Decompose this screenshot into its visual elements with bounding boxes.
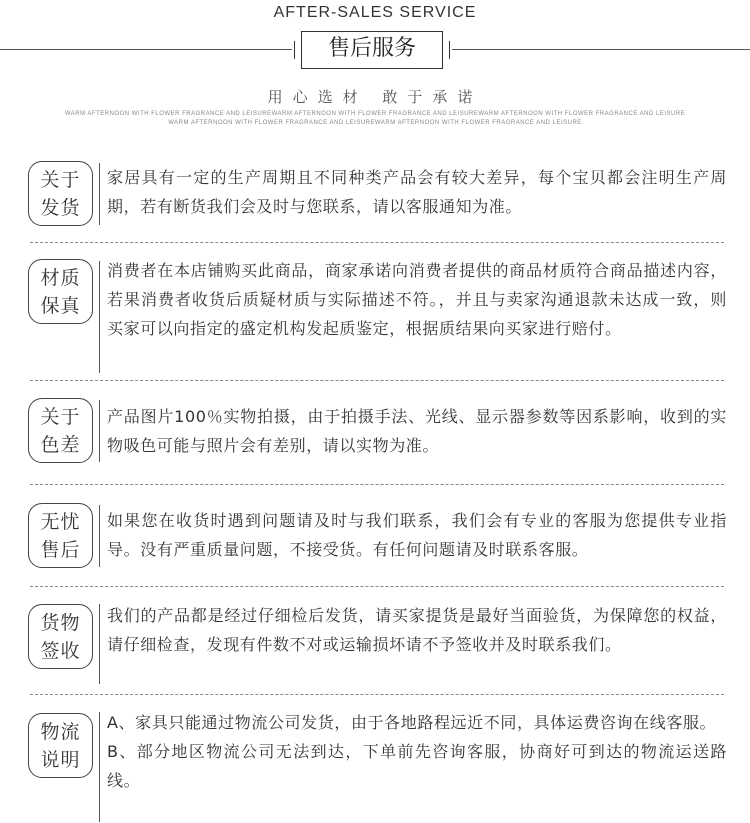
section-separator — [99, 712, 100, 822]
logistics-item-b: B、部分地区物流公司无法到达，下单前先咨询客服，协商好可到达的物流运送路线。 — [107, 742, 727, 790]
slogan: 用心选材 敢于承诺 — [267, 88, 483, 106]
section-text-color-difference: 产品图片100％实物拍摄，由于拍摄手法、光线、显示器参数等因系影响，收到的实物吸色可能与照片会有差别，请以实物为准。 — [107, 407, 727, 455]
header-title-en: AFTER-SALES SERVICE — [273, 4, 477, 21]
divider — [30, 380, 724, 381]
section-separator — [99, 400, 100, 462]
section-separator — [99, 604, 100, 684]
page-title: 售后服务 — [301, 31, 443, 69]
badge-signing — [28, 604, 93, 669]
section-text-logistics — [107, 708, 727, 795]
section-separator — [99, 505, 100, 567]
divider — [30, 242, 724, 243]
title-right-line — [452, 49, 750, 50]
badge-material — [28, 259, 93, 324]
section-text-after-sales: 如果您在收货时遇到问题请及时与我们联系，我们会有专业的客服为您提供专业指导。没有严重质量问题，不接受货。有任何问题请及时联系客服。 — [107, 511, 727, 559]
divider — [30, 586, 724, 587]
badge-shipping — [28, 161, 93, 226]
divider — [30, 694, 724, 695]
badge-label: 关于发货 — [40, 168, 81, 219]
slogan-en-line1: WARM AFTERNOON WITH FLOWER FRAGRANCE AND LEISUREWARM AFTERNOON WITH FLOWER FRAGRANCE AND LEISUREWARM AFTERNOON WITH FLOWER FRAGRANCE AND LEISURE — [64, 111, 686, 117]
badge-label: 货物签收 — [40, 611, 81, 662]
badge-label: 材质保真 — [40, 266, 81, 317]
slogan-en-line2: WARM AFTERNOON WITH FLOWER FRAGRANCE AND LEISUREWARM AFTERNOON WITH FLOWER FRAGRANCE AND LEISURE — [168, 120, 582, 126]
badge-label: 无忧售后 — [40, 510, 81, 561]
section-text-shipping: 家居具有一定的生产周期且不同种类产品会有较大差异，每个宝贝都会注明生产周期，若有断货我们会及时与您联系，请以客服通知为准。 — [107, 168, 727, 216]
logistics-item-a: A、家具只能通过物流公司发货，由于各地路程远近不同，具体运费咨询在线客服。 — [107, 713, 717, 732]
badge-color-difference — [28, 398, 93, 463]
section-text-material: 消费者在本店铺购买此商品，商家承诺向消费者提供的商品材质符合商品描述内容，若果消费者收货后质疑材质与实际描述不符。，并且与卖家沟通退款未达成一致，则买家可以向指定的盛定机构发起质鉴定，根据质结果向买家进行赔付。 — [107, 261, 727, 338]
section-separator — [99, 163, 100, 225]
section-separator — [99, 261, 100, 373]
section-text-signing: 我们的产品都是经过仔细检后发货，请买家提货是最好当面验货，为保障您的权益，请仔细检查，发现有件数不对或运输损坏请不予签收并及时联系我们。 — [107, 606, 727, 654]
badge-after-sales — [28, 503, 93, 568]
badge-label: 物流说明 — [40, 720, 81, 771]
divider — [30, 484, 724, 485]
badge-logistics — [28, 713, 93, 778]
title-left-line — [0, 49, 292, 50]
badge-label: 关于色差 — [40, 405, 81, 456]
